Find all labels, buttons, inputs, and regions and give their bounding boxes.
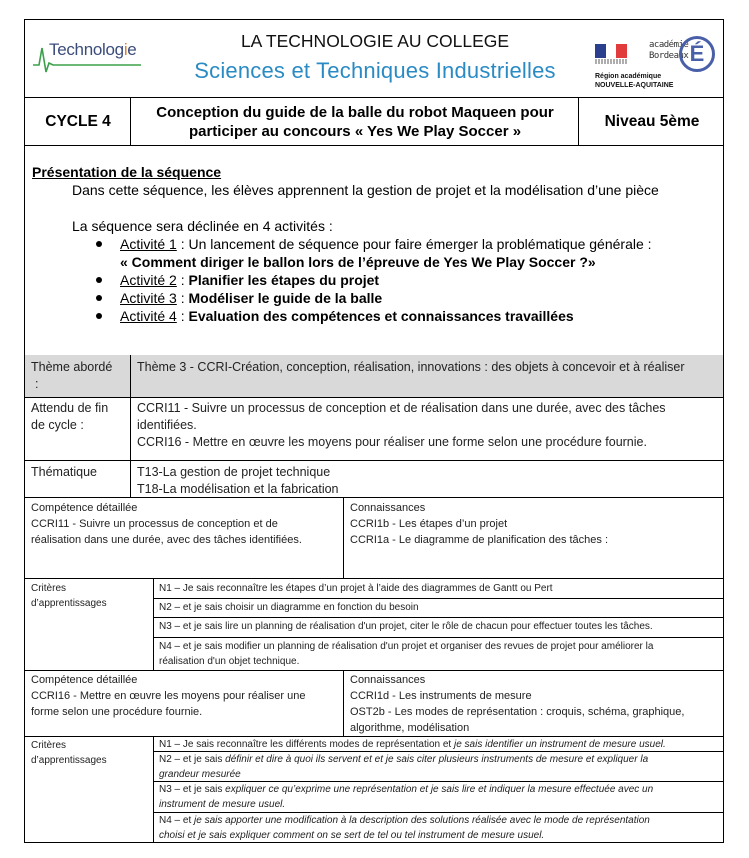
- critere-n2: N2 – et je sais choisir un diagramme en fonction du besoin: [159, 602, 419, 613]
- theme-label: Thème abordé :: [31, 360, 113, 391]
- activity-item: Activité 1 : Un lancement de séquence pour faire émerger la problématique générale : « Comment diriger le ballon lors de l’épreuve de Yes We Play Soccer ?»: [120, 235, 722, 271]
- critere2-n1: N1 – Je sais reconnaître les différents modes de représentation et je sais identifier un instrument de mesure usuel.: [159, 739, 666, 750]
- activities-list: [32, 235, 722, 325]
- activity-item: Activité 2 : Planifier les étapes du projet: [120, 271, 722, 289]
- divider: [25, 397, 723, 398]
- critere2-n2: N2 – et je sais définir et dire à quoi ils servent et et je sais citer plusieurs instruments de mesure et expliquer la grandeur mesurée: [159, 754, 649, 780]
- divider: [130, 355, 131, 497]
- presentation-intro: Dans cette séquence, les élèves apprennent la gestion de projet et la modélisation d’une pièce: [72, 182, 659, 198]
- activity-label: Activité 3: [120, 290, 177, 306]
- activities-intro: La séquence sera déclinée en 4 activités :: [72, 218, 333, 234]
- divider: [25, 145, 723, 146]
- thematique-label: Thématique: [31, 465, 98, 479]
- academie-bordeaux-logo: [591, 38, 721, 98]
- technologie-logo: [33, 38, 143, 78]
- attendu-value: CCRI11 - Suivre un processus de conception et de réalisation dans une durée, avec des tâches identifiées. CCRI16 - Mettre en œuvre les moyens pour réaliser une forme selon une procédure fournie.: [137, 401, 666, 449]
- presentation-section: [32, 163, 722, 325]
- page-title: LA TECHNOLOGIE AU COLLEGE: [240, 31, 510, 51]
- french-flag-icon: [595, 44, 627, 58]
- divider: [153, 637, 723, 638]
- logo-text: Technologie: [49, 40, 137, 59]
- divider: [153, 598, 723, 599]
- critere-n3: N3 – et je sais lire un planning de réalisation d'un projet, citer le rôle de chacun pour effectuer toutes les tâches.: [159, 621, 653, 632]
- divider: [25, 460, 723, 461]
- criteres-1-label: Critères d’apprentissages: [31, 583, 107, 609]
- activity-item: Activité 3 : Modéliser le guide de la balle: [120, 289, 722, 307]
- divider: [25, 670, 723, 671]
- competence-1: Compétence détaillée CCRI11 - Suivre un processus de conception et de réalisation dans une durée, avec des tâches identifiées.: [31, 502, 302, 546]
- cycle-label: CYCLE 4: [45, 113, 111, 130]
- critere2-n3: N3 – et je sais expliquer ce qu’exprime une représentation et je sais lire et indiquer la mesure effectuée avec un instrument de mesure usuel.: [159, 784, 654, 810]
- critere2-n4: N4 – et je sais apporter une modification à la description des solutions réalisée avec le mode de représentation choisi et je sais expliquer comment on se sert de tel ou tel instrument de mesure usuel.: [159, 815, 650, 841]
- activity-item: Activité 4 : Evaluation des compétences et connaissances travaillées: [120, 307, 722, 325]
- divider: [153, 617, 723, 618]
- bullet-icon: [96, 241, 102, 247]
- bullet-icon: [96, 313, 102, 319]
- divider: [25, 497, 723, 498]
- region-label: Région académique NOUVELLE-AQUITAINE: [595, 73, 674, 89]
- academie-word: académie Bordeaux: [649, 40, 689, 61]
- academie-e-icon: É: [679, 36, 715, 72]
- bullet-icon: [96, 295, 102, 301]
- criteres-2-label: Critères d’apprentissages: [31, 740, 107, 766]
- competence-2: Compétence détaillée CCRI16 - Mettre en œuvre les moyens pour réaliser une forme selon une procédure fournie.: [31, 674, 306, 718]
- level-label: Niveau 5ème: [604, 113, 700, 130]
- activity-label: Activité 1: [120, 236, 177, 252]
- attendu-label: Attendu de fin de cycle :: [31, 401, 109, 432]
- problem-statement: « Comment diriger le ballon lors de l’épreuve de Yes We Play Soccer ?»: [120, 254, 596, 270]
- presentation-heading: Présentation de la séquence: [32, 164, 222, 180]
- theme-value: Thème 3 - CCRI-Création, conception, réalisation, innovations : des objets à concevoir et à réaliser: [137, 360, 685, 374]
- critere-n1: N1 – Je sais reconnaître les étapes d’un projet à l’aide des diagrammes de Gantt ou Pert: [159, 583, 553, 594]
- connaissances-2: Connaissances CCRI1d - Les instruments de mesure OST2b - Les modes de représentation : croquis, schéma, graphique, algorithme, modélisation: [350, 674, 685, 734]
- page-subtitle: Sciences et Techniques Industrielles: [194, 58, 556, 83]
- connaissances-1: Connaissances CCRI1b - Les étapes d’un projet CCRI1a - Le diagramme de planification des tâches :: [350, 502, 609, 546]
- bullet-icon: [96, 277, 102, 283]
- ministere-caption: [595, 59, 627, 64]
- divider: [25, 578, 723, 579]
- sequence-title: Conception du guide de la balle du robot Maqueen pour participer au concours « Yes We Play Soccer »: [156, 104, 554, 140]
- divider: [343, 670, 344, 736]
- divider: [343, 497, 344, 578]
- activity-label: Activité 4: [120, 308, 177, 324]
- divider: [153, 736, 154, 843]
- sequence-sheet: [24, 19, 724, 843]
- critere-n4: N4 – et je sais modifier un planning de réalisation d'un projet et organiser des revues de projet pour améliorer la réalisation d'un objet technique.: [159, 641, 654, 667]
- activity-label: Activité 2: [120, 272, 177, 288]
- divider: [153, 578, 154, 670]
- thematique-value: T13-La gestion de projet technique T18-La modélisation et la fabrication: [137, 465, 339, 496]
